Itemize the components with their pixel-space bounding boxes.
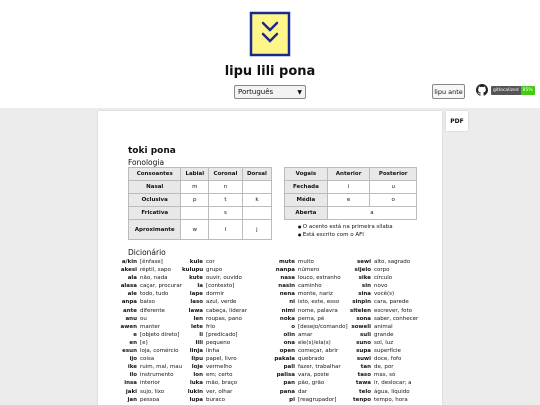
dictionary-entry: [266, 331, 348, 339]
dictionary-entry: [266, 258, 348, 266]
dictionary-meaning: [reagrupador]: [298, 396, 337, 403]
dictionary-entry: [100, 363, 182, 371]
dictionary-entry: [266, 323, 348, 331]
table-cell: k: [242, 194, 271, 207]
dictionary-entry: [346, 298, 418, 306]
dictionary-entry: [182, 274, 247, 282]
phonology-heading: Fonologia: [128, 158, 165, 167]
dictionary-word: nimi: [281, 307, 295, 314]
table-header-cell: Coronal: [209, 168, 243, 181]
dictionary-meaning: vara, poste: [298, 372, 330, 379]
dictionary-word: loje: [191, 364, 203, 371]
dictionary-word: alasa: [120, 283, 137, 290]
badge-value: 85%: [522, 88, 533, 93]
table-cell: s: [209, 207, 243, 220]
dictionary-meaning: caçar, procurar: [140, 283, 182, 290]
dictionary-meaning: sol, luz: [374, 339, 394, 346]
dictionary-meaning: pão, grão: [298, 380, 325, 387]
dictionary-word: a/kin: [121, 259, 137, 265]
dictionary-word: lupa: [189, 396, 203, 403]
dictionary-meaning: grupo: [206, 267, 223, 274]
dictionary-meaning: cor: [206, 259, 215, 265]
table-cell: j: [242, 220, 271, 240]
dictionary-entry: [182, 282, 247, 290]
dictionary-entry: [346, 388, 418, 396]
dictionary-word: sijelo: [354, 267, 371, 274]
table-header-cell: Dorsal: [242, 168, 271, 181]
dictionary-entry: [182, 396, 247, 404]
dictionary-entry: [182, 355, 247, 363]
table-row: [285, 194, 417, 207]
dictionary-word: sitelen: [349, 307, 371, 314]
dictionary-entry: [346, 266, 418, 274]
dictionary-word: soweli: [351, 323, 371, 330]
dictionary-entry: [266, 315, 348, 323]
dictionary-word: suno: [356, 339, 371, 346]
dictionary-entry: [266, 388, 348, 396]
dictionary-word: jan: [127, 396, 137, 403]
dictionary-entry: [100, 355, 182, 363]
table-cell: o: [370, 194, 417, 207]
table-header-cell: Posterior: [370, 168, 417, 181]
document-title: toki pona: [128, 146, 176, 156]
dictionary-meaning: não, nada: [140, 275, 168, 282]
dictionary-meaning: amar: [298, 331, 313, 338]
gitlocalized-badge[interactable]: [491, 86, 535, 95]
table-cell: [181, 207, 209, 220]
table-cell: [242, 207, 271, 220]
table-cell: p: [181, 194, 209, 207]
dictionary-entry: [182, 331, 247, 339]
dictionary-entry: [346, 323, 418, 331]
dictionary-entry: [346, 339, 418, 347]
table-row: [129, 181, 272, 194]
dictionary-word: open: [279, 348, 295, 355]
dictionary-entry: [100, 388, 182, 396]
table-header-cell: Média: [285, 194, 328, 207]
lipu-lili-pona-logo-icon: [249, 11, 291, 57]
dictionary-column-4: [346, 258, 418, 404]
dictionary-word: ni: [289, 299, 295, 306]
table-row: [285, 181, 417, 194]
badge-key: gitlocalized: [493, 88, 519, 93]
dictionary-word: li: [199, 331, 203, 338]
dictionary-word: o: [291, 323, 295, 330]
dictionary-meaning: perna, pé: [298, 315, 325, 322]
table-row: [285, 168, 417, 181]
dictionary-entry: [100, 347, 182, 355]
dictionary-meaning: ver, olhar: [206, 388, 233, 395]
github-icon[interactable]: [476, 84, 488, 96]
dictionary-meaning: superfície: [374, 348, 401, 355]
dictionary-meaning: papel, livro: [206, 356, 237, 363]
table-row: [129, 194, 272, 207]
dictionary-meaning: roupas, pano: [206, 315, 242, 322]
dictionary-entry: [182, 315, 247, 323]
dictionary-word: lon: [193, 372, 203, 379]
dictionary-meaning: loja, comércio: [140, 348, 179, 355]
dictionary-word: ala: [127, 275, 137, 282]
dictionary-word: sewi: [357, 259, 371, 265]
dictionary-entry: [100, 379, 182, 387]
dictionary-word: tenpo: [353, 396, 371, 403]
dictionary-word: laso: [190, 299, 203, 306]
dictionary-entry: [266, 363, 348, 371]
dictionary-word: ijo: [129, 356, 137, 363]
dictionary-word: jaki: [125, 388, 137, 395]
dictionary-meaning: você(s): [374, 291, 395, 298]
table-cell: e: [327, 194, 370, 207]
dictionary-meaning: cara, parede: [374, 299, 409, 306]
dictionary-meaning: novo: [374, 283, 388, 290]
dictionary-meaning: escrever, foto: [374, 307, 413, 314]
dictionary-meaning: muito: [298, 259, 314, 265]
dictionary-entry: [266, 355, 348, 363]
dictionary-word: awen: [120, 323, 137, 330]
dictionary-word: lukin: [187, 388, 203, 395]
dictionary-word: ante: [123, 307, 137, 314]
dictionary-word: lili: [195, 339, 203, 346]
dictionary-meaning: mas, só: [374, 372, 396, 379]
table-header-cell: Oclusiva: [129, 194, 181, 207]
dictionary-entry: [266, 274, 348, 282]
dictionary-word: la: [197, 283, 203, 290]
dictionary-meaning: louco, estranho: [298, 275, 341, 282]
table-cell: m: [181, 181, 209, 194]
dictionary-meaning: saber, conhecer: [374, 315, 419, 322]
table-cell: w: [181, 220, 209, 240]
dictionary-meaning: [objeto direto]: [140, 331, 180, 338]
dictionary-word: e: [133, 331, 137, 338]
dictionary-meaning: linha: [206, 348, 220, 355]
dictionary-meaning: ruim, mal, mau: [140, 364, 183, 371]
dictionary-entry: [346, 315, 418, 323]
dictionary-meaning: baixo: [140, 299, 155, 306]
dictionary-meaning: tempo, hora: [374, 396, 408, 403]
dictionary-meaning: interior: [140, 380, 160, 387]
dictionary-meaning: quebrado: [298, 356, 325, 363]
dictionary-word: anu: [125, 315, 137, 322]
table-header-cell: Fricativa: [129, 207, 181, 220]
table-header-cell: Nasal: [129, 181, 181, 194]
dictionary-entry: [346, 347, 418, 355]
dictionary-meaning: corpo: [374, 267, 390, 274]
dictionary-entry: [100, 282, 182, 290]
dictionary-entry: [100, 371, 182, 379]
dictionary-entry: [100, 339, 182, 347]
dictionary-entry: [346, 258, 418, 266]
lipu-ante-button[interactable]: lipu ante: [432, 84, 465, 99]
dictionary-entry: [182, 258, 247, 266]
dictionary-meaning: cabeça, liderar: [206, 307, 247, 314]
dictionary-meaning: [contexto]: [206, 283, 235, 290]
dictionary-word: pakala: [274, 356, 295, 363]
dictionary-meaning: frio: [206, 323, 216, 330]
document-page: [98, 111, 442, 405]
dictionary-word: suwi: [356, 356, 371, 363]
dictionary-entry: [266, 307, 348, 315]
dictionary-meaning: sujo, lixo: [140, 388, 165, 395]
dictionary-column-3: [266, 258, 348, 404]
dictionary-word: akesi: [120, 267, 137, 274]
note-item: ● Está escrito com o AFI: [298, 231, 393, 239]
dictionary-entry: [182, 298, 247, 306]
dictionary-entry: [100, 315, 182, 323]
dictionary-meaning: água, líquido: [374, 388, 410, 395]
dictionary-entry: [100, 258, 182, 266]
dictionary-meaning: fazer, trabalhar: [298, 364, 341, 371]
table-cell: t: [209, 194, 243, 207]
dictionary-word: ale: [127, 291, 137, 298]
dictionary-word: telo: [358, 388, 371, 395]
dictionary-word: sina: [358, 291, 371, 298]
dictionary-entry: [346, 379, 418, 387]
dictionary-entry: [346, 331, 418, 339]
dictionary-meaning: dormir: [206, 291, 225, 298]
dictionary-word: esun: [122, 348, 137, 355]
dictionary-meaning: réptil, sapo: [140, 267, 171, 274]
dictionary-word: tawa: [355, 380, 371, 387]
note-item: ● O acento está na primeira sílaba: [298, 223, 393, 231]
dictionary-entry: [266, 266, 348, 274]
dictionary-entry: [346, 396, 418, 404]
dictionary-entry: [182, 371, 247, 379]
dictionary-word: kute: [189, 275, 203, 282]
table-header-cell: Vogais: [285, 168, 328, 181]
top-header: [0, 0, 540, 108]
dictionary-word: olin: [283, 331, 295, 338]
dictionary-entry: [182, 290, 247, 298]
dictionary-word: pi: [289, 396, 295, 403]
dictionary-word: pan: [283, 380, 295, 387]
dictionary-word: linja: [189, 348, 203, 355]
dictionary-entry: [346, 371, 418, 379]
table-header-cell: Aproximante: [129, 220, 181, 240]
table-cell: [242, 181, 271, 194]
dictionary-meaning: [e]: [140, 339, 148, 346]
dictionary-meaning: círculo: [374, 275, 393, 282]
dictionary-word: kule: [189, 259, 203, 265]
dictionary-entry: [346, 282, 418, 290]
language-selected-label: Português: [238, 88, 274, 96]
table-cell: u: [370, 181, 417, 194]
dictionary-meaning: [predicado]: [206, 331, 238, 338]
dictionary-entry: [346, 290, 418, 298]
dictionary-meaning: ele(s)/ela(s): [298, 339, 331, 346]
dictionary-entry: [266, 290, 348, 298]
dictionary-word: pali: [283, 364, 295, 371]
dictionary-column-2: [182, 258, 247, 404]
table-header-cell: Labial: [181, 168, 209, 181]
dictionary-entry: [100, 396, 182, 404]
dictionary-word: lape: [189, 291, 203, 298]
dictionary-entry: [182, 388, 247, 396]
dictionary-meaning: caminho: [298, 283, 322, 290]
dictionary-entry: [266, 347, 348, 355]
dictionary-word: pana: [279, 388, 295, 395]
dictionary-entry: [182, 339, 247, 347]
dictionary-entry: [100, 266, 182, 274]
dictionary-entry: [100, 290, 182, 298]
dictionary-word: luka: [189, 380, 203, 387]
dictionary-meaning: grande: [374, 331, 394, 338]
dictionary-word: en: [129, 339, 137, 346]
dictionary-word: taso: [357, 372, 371, 379]
dictionary-word: supa: [356, 348, 371, 355]
pdf-button[interactable]: PDF: [446, 111, 468, 131]
dictionary-entry: [266, 298, 348, 306]
chevron-down-icon: ▼: [297, 88, 302, 96]
dictionary-word: sinpin: [352, 299, 371, 306]
dictionary-meaning: ou: [140, 315, 147, 322]
dictionary-word: mute: [278, 259, 295, 265]
dictionary-word: ilo: [129, 372, 137, 379]
dictionary-word: nasin: [278, 283, 295, 290]
dictionary-word: ike: [127, 364, 137, 371]
dictionary-meaning: pessoa: [140, 396, 160, 403]
dictionary-entry: [100, 331, 182, 339]
dictionary-entry: [182, 266, 247, 274]
dictionary-word: sike: [358, 275, 371, 282]
dictionary-meaning: diferente: [140, 307, 165, 314]
vowels-table: [284, 167, 417, 220]
phonology-notes: [298, 223, 393, 239]
dictionary-meaning: todo, tudo: [140, 291, 169, 298]
dictionary-entry: [182, 323, 247, 331]
dictionary-meaning: em; certo: [206, 372, 233, 379]
dictionary-meaning: coisa: [140, 356, 155, 363]
dictionary-column-1: [100, 258, 182, 404]
dictionary-entry: [346, 274, 418, 282]
table-cell: a: [327, 207, 416, 220]
dictionary-heading: Dicionário: [128, 248, 166, 257]
dictionary-meaning: isto, este, esso: [298, 299, 340, 306]
dictionary-word: lawa: [188, 307, 203, 314]
dictionary-entry: [182, 363, 247, 371]
dictionary-meaning: [ênfase]: [140, 259, 163, 265]
dictionary-word: sona: [356, 315, 371, 322]
dictionary-word: ona: [283, 339, 295, 346]
dictionary-entry: [182, 347, 247, 355]
table-row: [129, 168, 272, 181]
dictionary-meaning: manter: [140, 323, 161, 330]
dictionary-word: lipu: [191, 356, 203, 363]
consonants-table: [128, 167, 272, 240]
table-header-cell: Consoantes: [129, 168, 181, 181]
dictionary-entry: [266, 371, 348, 379]
dictionary-word: kulupu: [182, 267, 204, 274]
dictionary-meaning: instrumento: [140, 372, 174, 379]
dictionary-meaning: pequeno: [206, 339, 231, 346]
dictionary-word: lete: [191, 323, 203, 330]
dictionary-meaning: ir, deslocar; a: [374, 380, 412, 387]
dictionary-entry: [100, 274, 182, 282]
site-title: lipu lili pona: [224, 64, 316, 79]
table-cell: l: [209, 220, 243, 240]
dictionary-word: insa: [124, 380, 137, 387]
dictionary-meaning: começar, abrir: [298, 348, 339, 355]
dictionary-meaning: doce, fofo: [374, 356, 402, 363]
dictionary-word: tan: [360, 364, 371, 371]
dictionary-entry: [266, 339, 348, 347]
dictionary-entry: [100, 298, 182, 306]
dictionary-meaning: [desejo/comando]: [298, 323, 348, 330]
dictionary-meaning: azul, verde: [206, 299, 237, 306]
table-row: [129, 207, 272, 220]
dictionary-entry: [346, 363, 418, 371]
dictionary-meaning: animal: [374, 323, 393, 330]
dictionary-meaning: ouvir, ouvido: [206, 275, 242, 282]
dictionary-meaning: monte, nariz: [298, 291, 333, 298]
dictionary-meaning: dar: [298, 388, 308, 395]
dictionary-word: sin: [361, 283, 371, 290]
dictionary-entry: [182, 379, 247, 387]
dictionary-entry: [100, 323, 182, 331]
dictionary-word: palisa: [276, 372, 295, 379]
table-cell: n: [209, 181, 243, 194]
dictionary-meaning: número: [298, 267, 320, 274]
dictionary-entry: [346, 355, 418, 363]
dictionary-entry: [346, 307, 418, 315]
dictionary-word: anpa: [121, 299, 137, 306]
dictionary-word: nanpa: [275, 267, 295, 274]
dictionary-word: nena: [279, 291, 295, 298]
table-cell: i: [327, 181, 370, 194]
dictionary-entry: [266, 282, 348, 290]
dictionary-entry: [266, 379, 348, 387]
dictionary-entry: [100, 307, 182, 315]
dictionary-meaning: nome, palavra: [298, 307, 338, 314]
dictionary-meaning: de, por: [374, 364, 394, 371]
dictionary-meaning: mão, braço: [206, 380, 238, 387]
dictionary-word: nasa: [280, 275, 295, 282]
table-row: [129, 220, 272, 240]
dictionary-entry: [266, 396, 348, 404]
table-header-cell: Aberta: [285, 207, 328, 220]
dictionary-word: len: [193, 315, 203, 322]
table-header-cell: Anterior: [327, 168, 370, 181]
table-header-cell: Fechada: [285, 181, 328, 194]
dictionary-meaning: buraco: [206, 396, 225, 403]
dictionary-word: suli: [360, 331, 371, 338]
dictionary-word: noka: [279, 315, 295, 322]
language-select[interactable]: [234, 85, 306, 99]
dictionary-meaning: vermelho: [206, 364, 232, 371]
dictionary-meaning: alto, sagrado: [374, 259, 411, 265]
table-row: [285, 207, 417, 220]
dictionary-entry: [182, 307, 247, 315]
